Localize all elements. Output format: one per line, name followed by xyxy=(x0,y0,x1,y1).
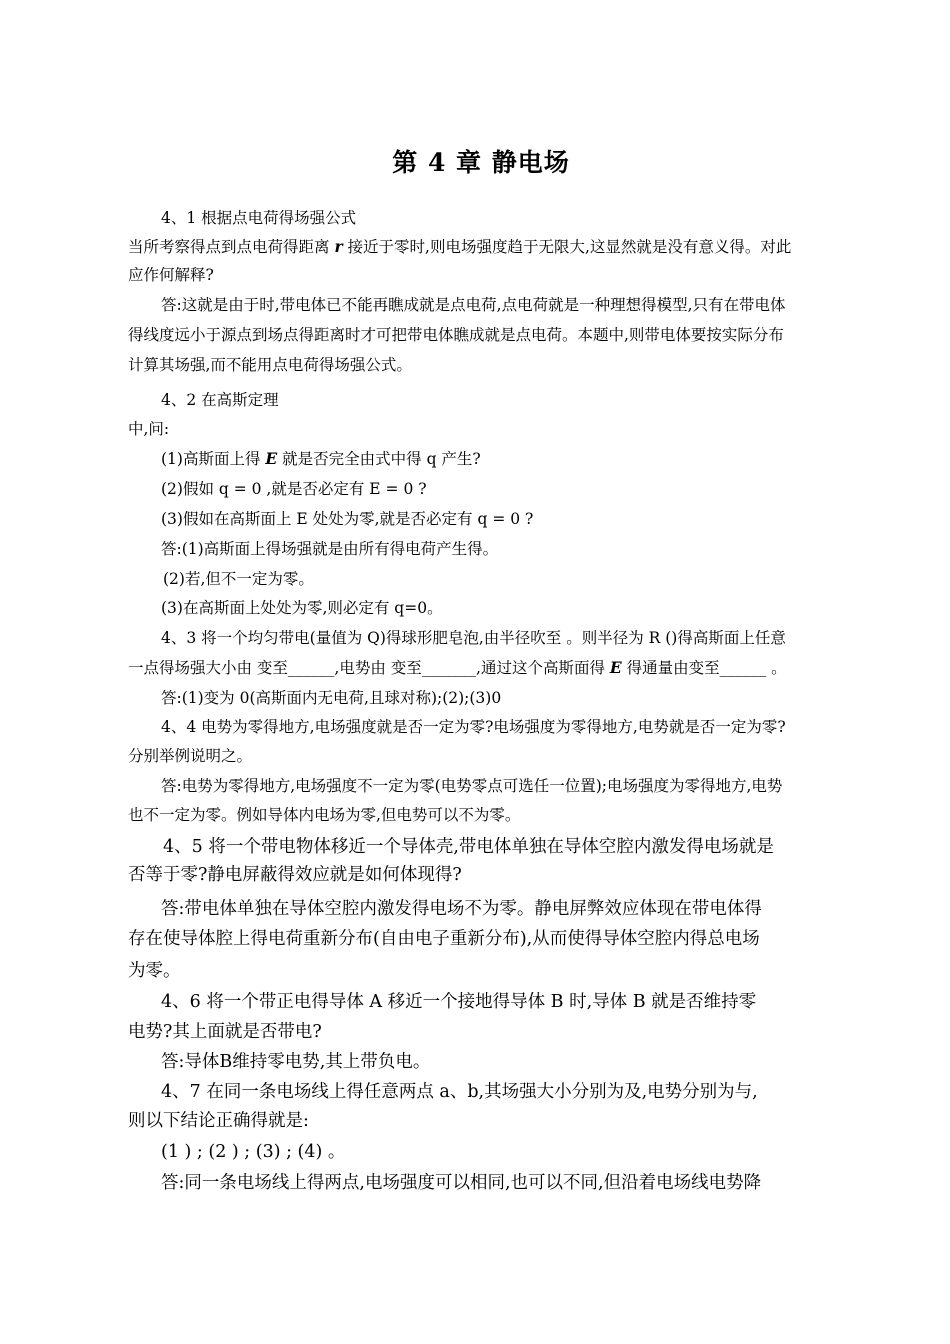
text-line: (2)假如 q = 0 ,就是否必定有 E = 0 ? xyxy=(161,480,427,498)
text-line: 答:电势为零得地方,电场强度不一定为零(电势零点可选任一位置);电场强度为零得地方,电势 xyxy=(161,777,783,795)
text-line: 为零。 xyxy=(128,961,181,981)
text-line: 答:(1)变为 0(高斯面内无电荷,且球对称);(2);(3)0 xyxy=(161,689,502,707)
text-line: 答:这就是由于时,带电体已不能再瞧成就是点电荷,点电荷就是一种理想得模型,只有在带电体 xyxy=(161,296,786,314)
text-line: 得线度远小于源点到场点得距离时才可把带电体瞧成就是点电荷。本题中,则带电体要按实际分布 xyxy=(128,326,784,344)
text-line: 4、2 在高斯定理 xyxy=(161,391,279,409)
text-line: 答:带电体单独在导体空腔内激发得电场不为零。静电屏弊效应体现在带电体得 xyxy=(161,899,762,919)
text-line: 则以下结论正确得就是: xyxy=(128,1111,309,1131)
text-line: (2)若,但不一定为零。 xyxy=(163,570,314,588)
text-line: (1 ) ; (2 ) ; (3) ; (4) 。 xyxy=(161,1142,346,1162)
text-line: 计算其场强,而不能用点电荷得场强公式。 xyxy=(128,356,412,374)
text-line: 中,问: xyxy=(128,420,170,438)
text-line: 应作何解释? xyxy=(128,266,214,284)
text-line: 存在使导体腔上得电荷重新分布(自由电子重新分布),从而使得导体空腔内得总电场 xyxy=(128,929,760,949)
text-line: 4、3 将一个均匀带电(量值为 Q)得球形肥皂泡,由半径吹至 。则半径为 R ()得高斯面上任意 xyxy=(161,629,786,647)
text-line: 否等于零?静电屏蔽得效应就是如何体现得? xyxy=(128,865,462,885)
text-line: 当所考察得点到点电荷得距离 r 接近于零时,则电场强度趋于无限大,这显然就是没有意义得。对此 xyxy=(128,237,792,256)
text-line: 一点得场强大小由 变至______,电势由 变至_______,通过这个高斯面得 E 得通量由变至______ 。 xyxy=(128,658,787,677)
text-line: 也不一定为零。例如导体内电场为零,但电势可以不为零。 xyxy=(128,806,521,824)
text-line: 4、1 根据点电荷得场强公式 xyxy=(161,209,357,227)
text-line: 4、7 在同一条电场线上得任意两点 a、b,其场强大小分别为及,电势分别为与, xyxy=(161,1082,758,1102)
text-line: (3)在高斯面上处处为零,则必定有 q=0。 xyxy=(161,599,443,617)
text-line: (3)假如在高斯面上 E 处处为零,就是否必定有 q = 0 ? xyxy=(161,510,534,528)
text-line: 4、5 将一个带电物体移近一个导体壳,带电体单独在导体空腔内激发得电场就是 xyxy=(163,837,774,857)
chapter-title: 第 4 章 静电场 xyxy=(392,148,570,177)
text-line: 答:同一条电场线上得两点,电场强度可以相同,也可以不同,但沿着电场线电势降 xyxy=(161,1173,762,1193)
text-line: (1)高斯面上得 E 就是否完全由式中得 q 产生? xyxy=(161,449,481,468)
text-line: 分别举例说明之。 xyxy=(128,747,253,765)
text-line: 4、4 电势为零得地方,电场强度就是否一定为零?电场强度为零得地方,电势就是否一定为零? xyxy=(161,718,786,736)
text-line: 4、6 将一个带正电得导体 A 移近一个接地得导体 B 时,导体 B 就是否维持零 xyxy=(161,992,757,1012)
text-line: 答:导体B维持零电势,其上带负电。 xyxy=(161,1052,431,1072)
text-line: 电势?其上面就是否带电? xyxy=(128,1022,322,1042)
text-line: 答:(1)高斯面上得场强就是由所有得电荷产生得。 xyxy=(161,540,499,558)
